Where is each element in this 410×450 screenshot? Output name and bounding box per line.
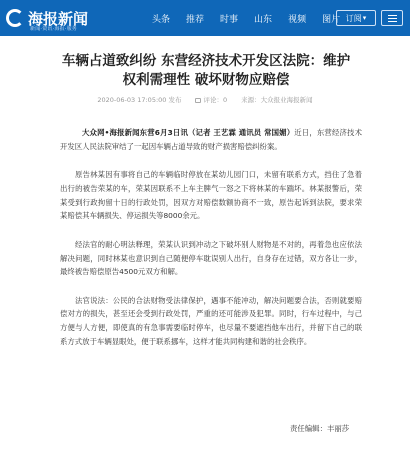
nav-item-headline[interactable]: 头条 (152, 14, 171, 25)
menu-icon (388, 15, 397, 16)
responsible-editor: 责任编辑：丰丽莎 (290, 424, 350, 433)
article-meta (0, 95, 410, 104)
nav-item-current-affairs[interactable]: 时事 (220, 14, 239, 25)
body-paragraph: 经法官的耐心明法释理，荣某认识到冲动之下破坏别人财物是不对的，再着急也应依法解决问题，同时林某也意识到自己随便停车耽误别人出行，自身存在过错，双方各让一步，最终被告赔偿原告4500元双方和解。 (60, 239, 362, 277)
logo-tagline: 新闻·资讯·海报·服务 (30, 26, 77, 32)
chevron-down-icon: ▾ (362, 14, 367, 22)
nav-item-pictures[interactable]: 图片 (322, 14, 341, 25)
subscribe-label: 订阅 (345, 13, 362, 23)
main-nav (152, 12, 356, 25)
nav-item-video[interactable]: 视频 (288, 14, 307, 25)
logo-icon (6, 9, 24, 27)
article-body (60, 126, 362, 363)
lead-paragraph (60, 126, 362, 154)
article-source: 来源：大众报业海报新闻 (241, 96, 313, 104)
comment-count[interactable]: 评论：0 (195, 95, 227, 104)
body-paragraph: 原告林某因有事将自己的车辆临时停放在某幼儿园门口，未留有联系方式，挡住了急着出行的被告荣某的车，荣某因联系不上车主脾气一怒之下将林某的车踹坏。林某报警后，荣某受到行政拘留十日的行政处罚，因双方对赔偿数额协商不一致，原告起诉到法院，要求荣某赔偿其车辆损失、停运损失等8000余元。 (60, 170, 362, 221)
menu-button[interactable] (381, 10, 403, 26)
subscribe-button[interactable] (336, 10, 376, 26)
article-title: 车辆占道致纠纷 东营经济技术开发区法院：维护权利需理性 破坏财物应赔偿 (61, 53, 351, 88)
lead-dateline: 大众网•海报新闻东营6月3日讯（记者 王艺霖 通讯员 常国媚） (82, 128, 295, 137)
nav-item-shandong[interactable]: 山东 (254, 14, 273, 25)
publish-date: 2020-06-03 17:05:00 发布 (97, 96, 182, 104)
body-paragraph: 法官说法：公民的合法财物受法律保护，遇事不能冲动，解决问题要合法，否则就要赔偿对方的损失，甚至还会受到行政处罚，严重的还可能涉及犯罪。同时，行车过程中，与己方便与人方便，即使真的有急事需要临时停车，也尽量不要遮挡他车出行，并留下自己的联系方式放于车辆显眼处，便于联系挪车，这样才能共同构建和谐的社会秩序。 (60, 295, 362, 347)
logo-text: 海报新闻 (28, 9, 89, 28)
lead-text: 近日，东营经济技术开发区人民法院审结了一起因车辆占道导致的财产损害赔偿纠纷案。 (60, 128, 362, 151)
nav-item-recommend[interactable]: 推荐 (186, 14, 205, 25)
top-navigation-bar (0, 0, 410, 36)
comment-icon (195, 98, 201, 103)
